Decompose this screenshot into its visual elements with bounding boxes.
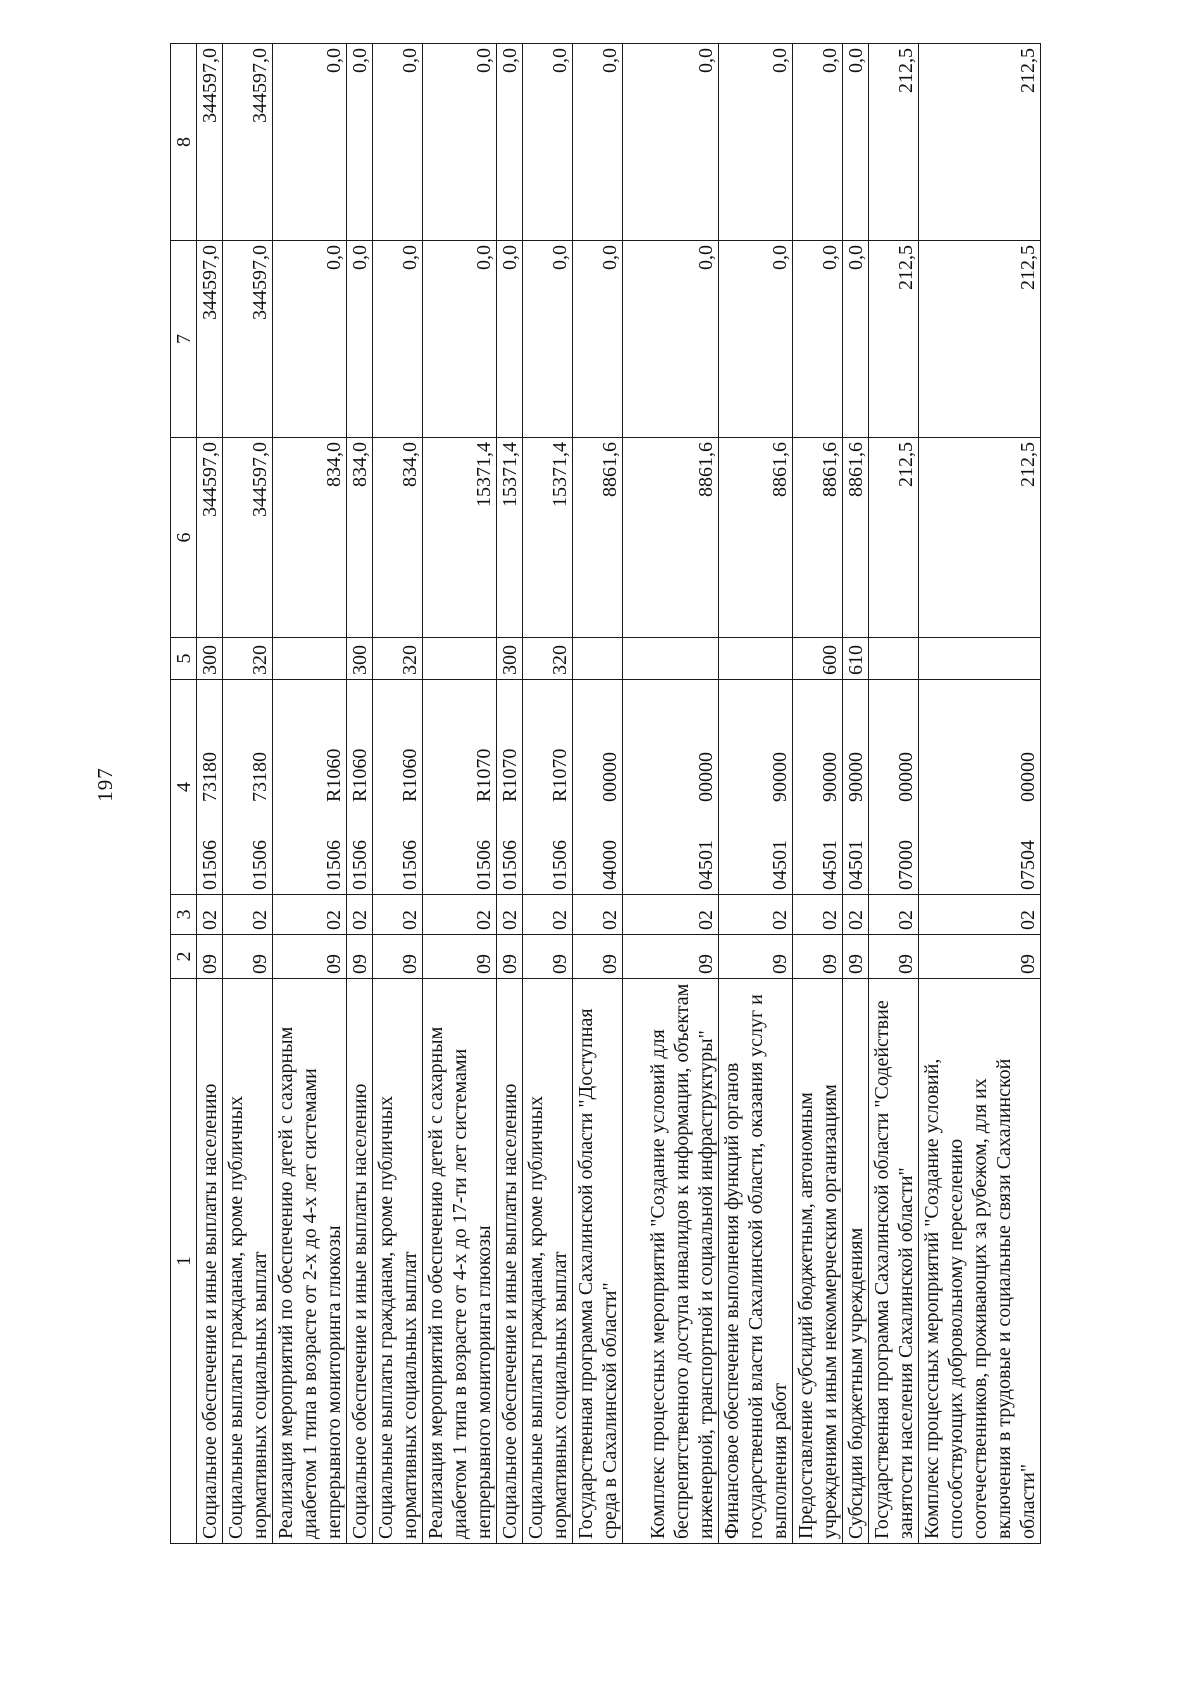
amount-col-7: 0,0 [423, 241, 497, 438]
target-article-program: 04501 [845, 840, 867, 890]
expense-type-code: 300 [497, 638, 523, 680]
column-header: 1 [171, 979, 197, 1544]
code-subsection: 02 [273, 895, 347, 935]
target-article-direction: 73180 [249, 752, 271, 802]
row-name: Социальные выплаты гражданам, кроме публичных нормативных социальных выплат [373, 979, 423, 1544]
code-subsection: 02 [573, 895, 623, 935]
code-section: 09 [497, 935, 523, 979]
code-subsection: 02 [919, 895, 1041, 935]
target-article-code [793, 680, 843, 895]
amount-col-6: 15371,4 [497, 438, 523, 638]
target-article-code [523, 680, 573, 895]
table-body [197, 44, 1041, 1544]
row-name: Социальные выплаты гражданам, кроме публичных нормативных социальных выплат [223, 979, 273, 1544]
budget-table-page [170, 44, 1041, 1544]
table-row [843, 44, 869, 1544]
code-subsection: 02 [423, 895, 497, 935]
amount-col-8: 0,0 [843, 44, 869, 241]
column-header: 7 [171, 241, 197, 438]
expense-type-code: 320 [523, 638, 573, 680]
amount-col-7: 0,0 [793, 241, 843, 438]
target-article-program: 07504 [1017, 840, 1039, 890]
target-article-code [423, 680, 497, 895]
table-row [497, 44, 523, 1544]
target-article-program: 04501 [769, 840, 791, 890]
expense-type-code [273, 638, 347, 680]
target-article-direction: R1070 [499, 748, 521, 802]
code-section: 09 [919, 935, 1041, 979]
code-section: 09 [623, 935, 719, 979]
target-article-program: 01506 [199, 840, 221, 890]
expense-type-code: 600 [793, 638, 843, 680]
budget-table [170, 43, 1041, 1544]
amount-col-6: 8861,6 [719, 438, 793, 638]
column-header: 6 [171, 438, 197, 638]
table-row [793, 44, 843, 1544]
target-article-code [347, 680, 373, 895]
target-article-program: 01506 [323, 840, 345, 890]
code-section: 09 [793, 935, 843, 979]
table-row [423, 44, 497, 1544]
column-header: 2 [171, 935, 197, 979]
row-name: Государственная программа Сахалинской области "Доступная среда в Сахалинской области" [573, 979, 623, 1544]
amount-col-6: 8861,6 [843, 438, 869, 638]
amount-col-7: 344597,0 [223, 241, 273, 438]
expense-type-code: 320 [223, 638, 273, 680]
row-name: Комплекс процессных мероприятий "Создание условий для беспрепятственного доступа инвалидов к информации, объектам инженерной, транспортной и социальной инфраструктуры" [623, 979, 719, 1544]
target-article-program: 01506 [349, 840, 371, 890]
target-article-program: 01506 [399, 840, 421, 890]
target-article-direction: 90000 [769, 752, 791, 802]
target-article-code [273, 680, 347, 895]
target-article-program: 07000 [895, 840, 917, 890]
target-article-direction: R1070 [549, 748, 571, 802]
code-subsection: 02 [197, 895, 223, 935]
target-article-program: 04501 [819, 840, 841, 890]
row-name: Субсидии бюджетным учреждениям [843, 979, 869, 1544]
target-article-code [197, 680, 223, 895]
amount-col-7: 0,0 [719, 241, 793, 438]
page-number: 197 [92, 767, 117, 802]
code-section: 09 [273, 935, 347, 979]
amount-col-8: 344597,0 [223, 44, 273, 241]
target-article-code [869, 680, 919, 895]
amount-col-7: 0,0 [523, 241, 573, 438]
amount-col-6: 15371,4 [523, 438, 573, 638]
code-section: 09 [197, 935, 223, 979]
table-row [623, 44, 719, 1544]
amount-col-7: 0,0 [573, 241, 623, 438]
target-article-code [919, 680, 1041, 895]
row-name: Комплекс процессных мероприятий "Создание условий, способствующих добровольному переселению соотечественников, проживающих за рубежом, для их включения в трудовые и социальные связи Сахалинской области" [919, 979, 1041, 1544]
expense-type-code: 320 [373, 638, 423, 680]
code-section: 09 [719, 935, 793, 979]
target-article-code [623, 680, 719, 895]
target-article-direction: R1070 [473, 748, 495, 802]
target-article-program: 01506 [549, 840, 571, 890]
amount-col-7: 0,0 [497, 241, 523, 438]
code-subsection: 02 [793, 895, 843, 935]
column-header: 5 [171, 638, 197, 680]
amount-col-8: 0,0 [719, 44, 793, 241]
expense-type-code [423, 638, 497, 680]
target-article-direction: R1060 [349, 748, 371, 802]
amount-col-8: 212,5 [919, 44, 1041, 241]
target-article-program: 01506 [473, 840, 495, 890]
expense-type-code [719, 638, 793, 680]
amount-col-7: 0,0 [347, 241, 373, 438]
row-name: Социальное обеспечение и иные выплаты населению [497, 979, 523, 1544]
target-article-program: 01506 [249, 840, 271, 890]
amount-col-7: 0,0 [843, 241, 869, 438]
table-row [869, 44, 919, 1544]
amount-col-8: 212,5 [869, 44, 919, 241]
code-section: 09 [523, 935, 573, 979]
code-section: 09 [223, 935, 273, 979]
target-article-direction: 00000 [599, 752, 621, 802]
target-article-direction: 00000 [695, 752, 717, 802]
amount-col-8: 0,0 [347, 44, 373, 241]
table-row [719, 44, 793, 1544]
expense-type-code [919, 638, 1041, 680]
row-name: Социальное обеспечение и иные выплаты населению [347, 979, 373, 1544]
column-number-header-row [171, 44, 197, 1544]
expense-type-code [573, 638, 623, 680]
code-section: 09 [843, 935, 869, 979]
target-article-code [719, 680, 793, 895]
amount-col-8: 0,0 [623, 44, 719, 241]
row-name: Реализация мероприятий по обеспечению детей с сахарным диабетом 1 типа в возрасте от 4-х до 17-ти лет системами непрерывного мониторинга глюкозы [423, 979, 497, 1544]
column-header: 8 [171, 44, 197, 241]
code-subsection: 02 [623, 895, 719, 935]
amount-col-7: 212,5 [919, 241, 1041, 438]
code-subsection: 02 [523, 895, 573, 935]
column-header: 3 [171, 895, 197, 935]
amount-col-6: 15371,4 [423, 438, 497, 638]
code-section: 09 [373, 935, 423, 979]
expense-type-code [623, 638, 719, 680]
target-article-code [843, 680, 869, 895]
code-subsection: 02 [719, 895, 793, 935]
target-article-direction: R1060 [399, 748, 421, 802]
code-subsection: 02 [869, 895, 919, 935]
amount-col-6: 8861,6 [623, 438, 719, 638]
target-article-direction: 73180 [199, 752, 221, 802]
amount-col-6: 212,5 [869, 438, 919, 638]
code-subsection: 02 [843, 895, 869, 935]
target-article-direction: 90000 [845, 752, 867, 802]
amount-col-6: 834,0 [347, 438, 373, 638]
target-article-direction: R1060 [323, 748, 345, 802]
expense-type-code: 610 [843, 638, 869, 680]
code-subsection: 02 [223, 895, 273, 935]
code-subsection: 02 [347, 895, 373, 935]
target-article-code [497, 680, 523, 895]
column-header: 4 [171, 680, 197, 895]
amount-col-8: 0,0 [373, 44, 423, 241]
row-name: Предоставление субсидий бюджетным, автономным учреждениям и иным некоммерческим организациям [793, 979, 843, 1544]
table-row [347, 44, 373, 1544]
code-section: 09 [423, 935, 497, 979]
amount-col-8: 0,0 [497, 44, 523, 241]
target-article-code [223, 680, 273, 895]
row-name: Социальные выплаты гражданам, кроме публичных нормативных социальных выплат [523, 979, 573, 1544]
amount-col-7: 212,5 [869, 241, 919, 438]
target-article-program: 01506 [499, 840, 521, 890]
target-article-code [573, 680, 623, 895]
target-article-direction: 00000 [895, 752, 917, 802]
amount-col-8: 0,0 [523, 44, 573, 241]
target-article-program: 04000 [599, 840, 621, 890]
expense-type-code: 300 [347, 638, 373, 680]
amount-col-7: 0,0 [273, 241, 347, 438]
amount-col-7: 0,0 [623, 241, 719, 438]
row-name: Финансовое обеспечение выполнения функций органов государственной власти Сахалинской области, оказания услуг и выполнения работ [719, 979, 793, 1544]
row-name: Государственная программа Сахалинской области "Содействие занятости населения Сахалинской области" [869, 979, 919, 1544]
code-section: 09 [347, 935, 373, 979]
code-subsection: 02 [373, 895, 423, 935]
table-row [223, 44, 273, 1544]
amount-col-6: 8861,6 [793, 438, 843, 638]
amount-col-8: 344597,0 [197, 44, 223, 241]
table-row [273, 44, 347, 1544]
code-section: 09 [573, 935, 623, 979]
amount-col-6: 834,0 [273, 438, 347, 638]
row-name: Реализация мероприятий по обеспечению детей с сахарным диабетом 1 типа в возрасте от 2-х до 4-х лет системами непрерывного мониторинга глюкозы [273, 979, 347, 1544]
target-article-code [373, 680, 423, 895]
amount-col-6: 8861,6 [573, 438, 623, 638]
amount-col-8: 0,0 [793, 44, 843, 241]
amount-col-8: 0,0 [423, 44, 497, 241]
amount-col-7: 0,0 [373, 241, 423, 438]
target-article-program: 04501 [695, 840, 717, 890]
target-article-direction: 00000 [1017, 752, 1039, 802]
amount-col-6: 834,0 [373, 438, 423, 638]
expense-type-code: 300 [197, 638, 223, 680]
amount-col-6: 212,5 [919, 438, 1041, 638]
table-row [919, 44, 1041, 1544]
code-section: 09 [869, 935, 919, 979]
amount-col-6: 344597,0 [223, 438, 273, 638]
amount-col-8: 0,0 [273, 44, 347, 241]
target-article-direction: 90000 [819, 752, 841, 802]
amount-col-8: 0,0 [573, 44, 623, 241]
code-subsection: 02 [497, 895, 523, 935]
table-row [373, 44, 423, 1544]
row-name: Социальное обеспечение и иные выплаты населению [197, 979, 223, 1544]
table-row [523, 44, 573, 1544]
table-row [197, 44, 223, 1544]
table-row [573, 44, 623, 1544]
expense-type-code [869, 638, 919, 680]
amount-col-7: 344597,0 [197, 241, 223, 438]
amount-col-6: 344597,0 [197, 438, 223, 638]
